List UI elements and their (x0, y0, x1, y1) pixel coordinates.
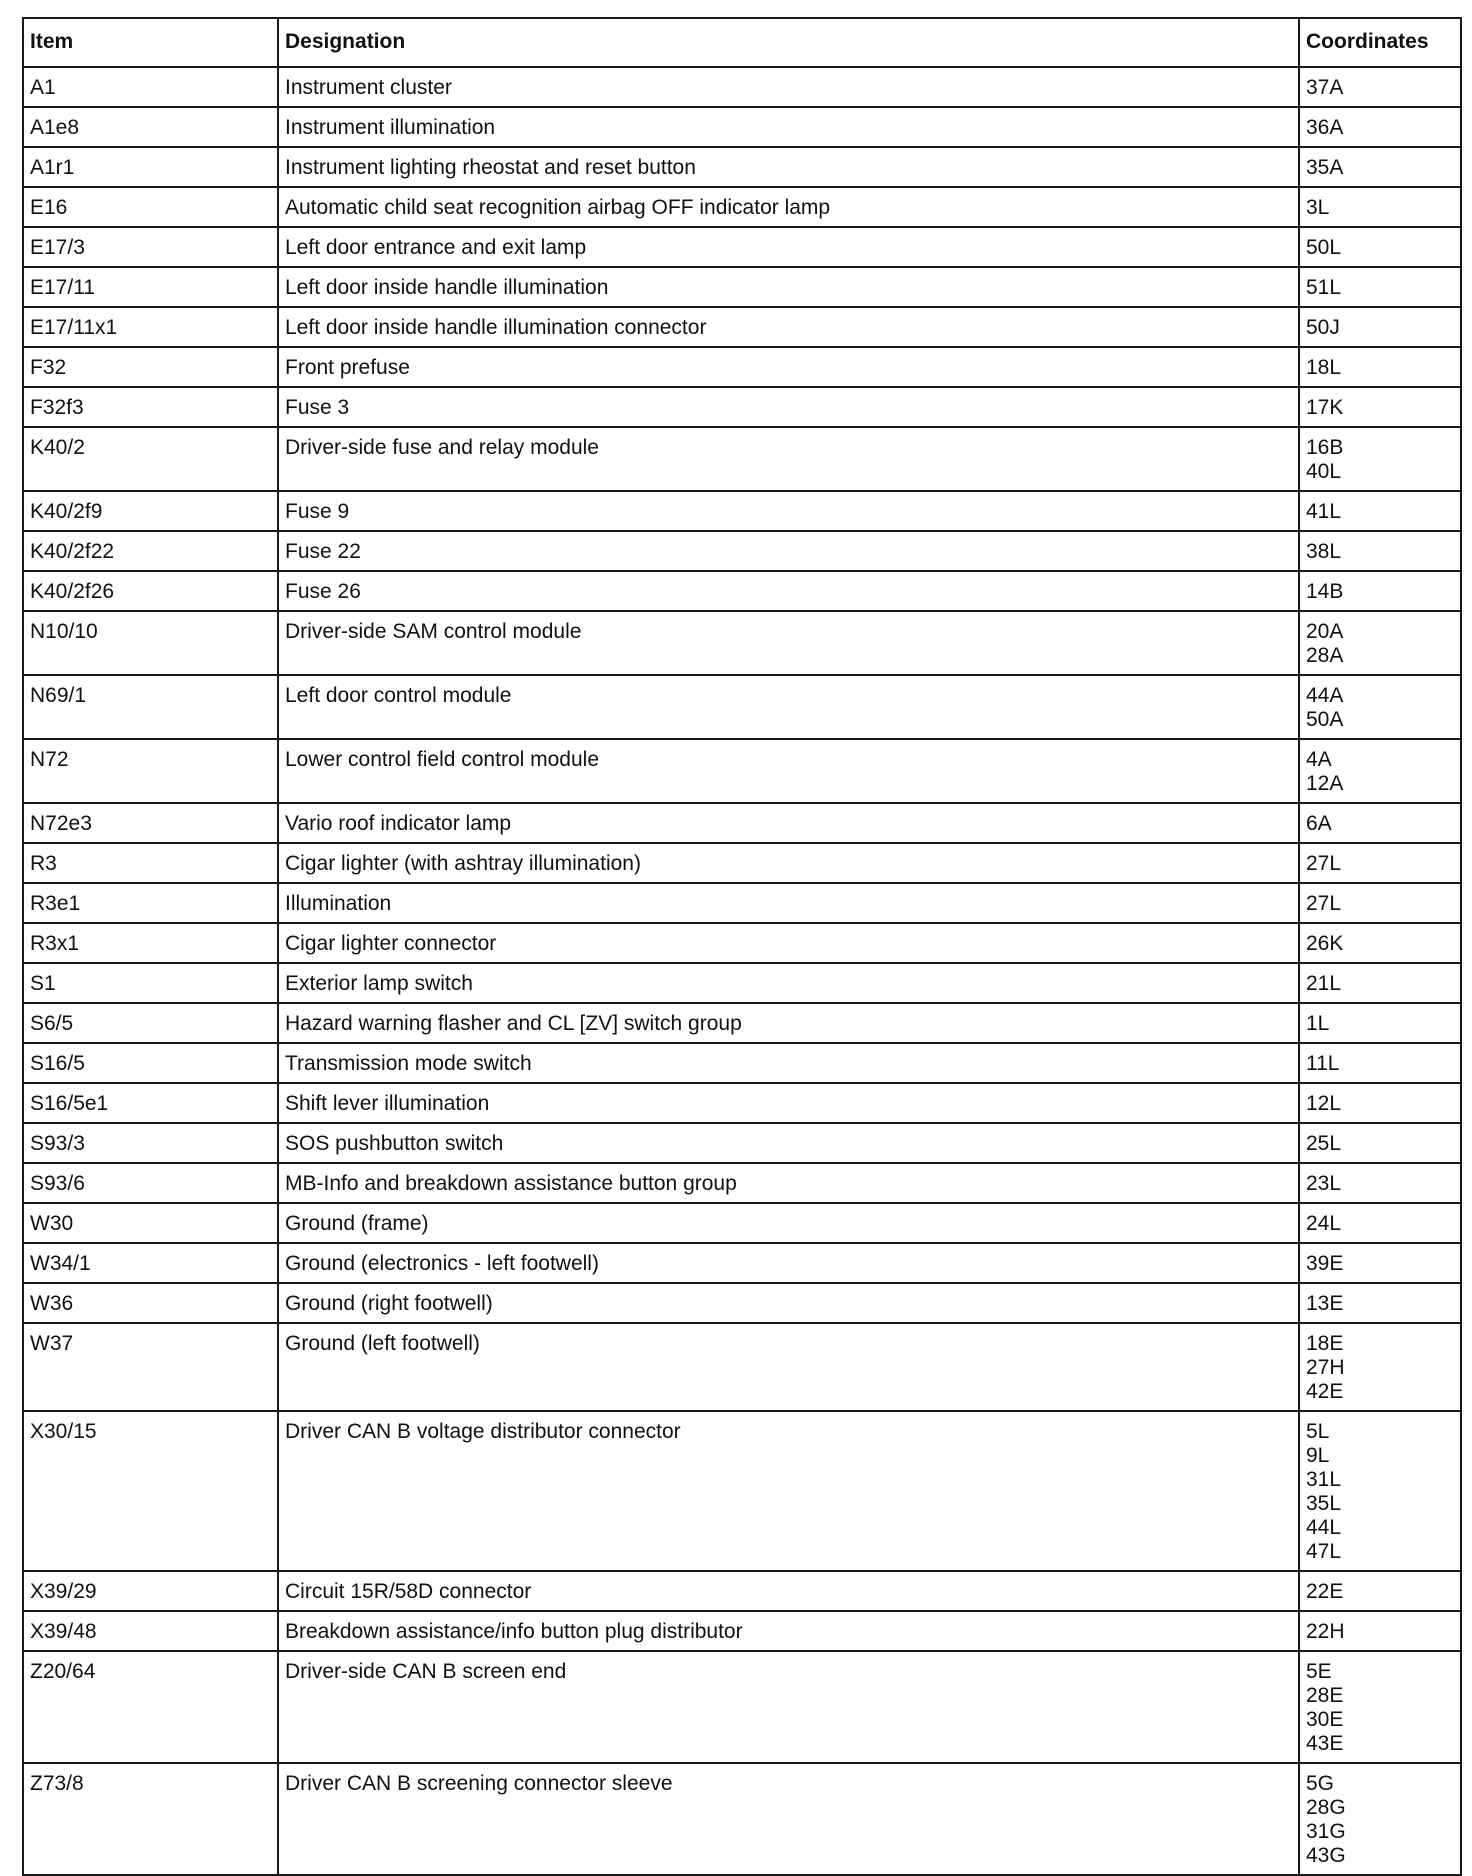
coordinate-value: 47L (1306, 1540, 1342, 1563)
coordinates-cell (1299, 1571, 1461, 1611)
coordinates-cell (1299, 1411, 1461, 1571)
item-cell: Z73/8 (23, 1763, 278, 1875)
designation-cell: Breakdown assistance/info button plug distributor (278, 1611, 1299, 1651)
table-row (23, 1571, 1461, 1611)
coordinates-cell (1299, 267, 1461, 307)
coordinates-cell (1299, 147, 1461, 187)
item-cell: E17/3 (23, 227, 278, 267)
table-row (23, 227, 1461, 267)
designation-cell: Front prefuse (278, 347, 1299, 387)
coordinate-value: 12A (1306, 772, 1344, 795)
coordinates-cell (1299, 1203, 1461, 1243)
coordinates-cell (1299, 1003, 1461, 1043)
item-cell: X39/29 (23, 1571, 278, 1611)
designation-cell: Hazard warning flasher and CL [ZV] switch group (278, 1003, 1299, 1043)
coordinates-cell (1299, 843, 1461, 883)
item-cell: A1e8 (23, 107, 278, 147)
designation-cell: Fuse 26 (278, 571, 1299, 611)
column-header-coordinates: Coordinates (1299, 18, 1461, 67)
item-cell: S1 (23, 963, 278, 1003)
table-row (23, 147, 1461, 187)
table-row (23, 571, 1461, 611)
coordinate-value: 43E (1306, 1732, 1344, 1755)
designation-cell: Driver-side CAN B screen end (278, 1651, 1299, 1763)
coordinate-value: 50J (1306, 316, 1340, 339)
designation-cell: Exterior lamp switch (278, 963, 1299, 1003)
designation-cell: Driver-side SAM control module (278, 611, 1299, 675)
coordinates-cell (1299, 963, 1461, 1003)
table-row (23, 1763, 1461, 1875)
item-cell: K40/2f22 (23, 531, 278, 571)
coordinate-value: 4A (1306, 748, 1332, 771)
item-cell: A1 (23, 67, 278, 107)
item-cell: A1r1 (23, 147, 278, 187)
table-header-row (23, 18, 1461, 67)
designation-cell: Left door control module (278, 675, 1299, 739)
table-body (23, 67, 1461, 1875)
table-row (23, 427, 1461, 491)
coordinate-value: 9L (1306, 1444, 1330, 1467)
designation-cell: Driver CAN B screening connector sleeve (278, 1763, 1299, 1875)
item-cell: N72 (23, 739, 278, 803)
item-cell: S93/3 (23, 1123, 278, 1163)
table-row (23, 107, 1461, 147)
item-cell: S16/5e1 (23, 1083, 278, 1123)
designation-cell: Ground (right footwell) (278, 1283, 1299, 1323)
coordinates-cell (1299, 1243, 1461, 1283)
coordinate-value: 42E (1306, 1380, 1344, 1403)
coordinates-cell (1299, 1283, 1461, 1323)
coordinate-value: 41L (1306, 500, 1342, 523)
component-legend-table (22, 17, 1462, 1876)
coordinate-value: 35A (1306, 156, 1344, 179)
coordinate-value: 25L (1306, 1132, 1342, 1155)
designation-cell: Left door entrance and exit lamp (278, 227, 1299, 267)
coordinate-value: 37A (1306, 76, 1344, 99)
coordinate-value: 27L (1306, 852, 1342, 875)
coordinate-value: 14B (1306, 580, 1344, 603)
designation-cell: Circuit 15R/58D connector (278, 1571, 1299, 1611)
coordinate-value: 27L (1306, 892, 1342, 915)
item-cell: N69/1 (23, 675, 278, 739)
designation-cell: Cigar lighter connector (278, 923, 1299, 963)
designation-cell: Transmission mode switch (278, 1043, 1299, 1083)
table-row (23, 1083, 1461, 1123)
item-cell: R3 (23, 843, 278, 883)
coordinate-value: 5L (1306, 1420, 1330, 1443)
table-row (23, 675, 1461, 739)
table-row (23, 531, 1461, 571)
coordinate-value: 44L (1306, 1516, 1342, 1539)
coordinates-cell (1299, 107, 1461, 147)
coordinate-value: 39E (1306, 1252, 1344, 1275)
coordinate-value: 30E (1306, 1708, 1344, 1731)
coordinates-cell (1299, 227, 1461, 267)
item-cell: K40/2f26 (23, 571, 278, 611)
designation-cell: Ground (frame) (278, 1203, 1299, 1243)
coordinates-cell (1299, 187, 1461, 227)
coordinates-cell (1299, 427, 1461, 491)
table-row (23, 1123, 1461, 1163)
coordinate-value: 5E (1306, 1660, 1332, 1683)
table-row (23, 1411, 1461, 1571)
designation-cell: Left door inside handle illumination connector (278, 307, 1299, 347)
table-row (23, 739, 1461, 803)
item-cell: X39/48 (23, 1611, 278, 1651)
item-cell: E16 (23, 187, 278, 227)
table-row (23, 491, 1461, 531)
designation-cell: Instrument illumination (278, 107, 1299, 147)
coordinate-value: 16B (1306, 436, 1344, 459)
coordinates-cell (1299, 803, 1461, 843)
item-cell: X30/15 (23, 1411, 278, 1571)
table-row (23, 67, 1461, 107)
item-cell: W30 (23, 1203, 278, 1243)
coordinates-cell (1299, 1651, 1461, 1763)
item-cell: S6/5 (23, 1003, 278, 1043)
coordinate-value: 26K (1306, 932, 1344, 955)
coordinates-cell (1299, 1323, 1461, 1411)
item-cell: Z20/64 (23, 1651, 278, 1763)
item-cell: S16/5 (23, 1043, 278, 1083)
item-cell: N72e3 (23, 803, 278, 843)
item-cell: W34/1 (23, 1243, 278, 1283)
item-cell: W36 (23, 1283, 278, 1323)
table-row (23, 1163, 1461, 1203)
coordinate-value: 12L (1306, 1092, 1342, 1115)
table-row (23, 267, 1461, 307)
table-row (23, 187, 1461, 227)
coordinates-cell (1299, 611, 1461, 675)
table-row (23, 1003, 1461, 1043)
coordinate-value: 6A (1306, 812, 1332, 835)
item-cell: K40/2f9 (23, 491, 278, 531)
coordinate-value: 18E (1306, 1332, 1344, 1355)
coordinate-value: 27H (1306, 1356, 1345, 1379)
designation-cell: Driver CAN B voltage distributor connector (278, 1411, 1299, 1571)
coordinate-value: 20A (1306, 620, 1344, 643)
table-row (23, 1203, 1461, 1243)
designation-cell: SOS pushbutton switch (278, 1123, 1299, 1163)
coordinate-value: 51L (1306, 276, 1342, 299)
item-cell: F32f3 (23, 387, 278, 427)
table-row (23, 843, 1461, 883)
coordinate-value: 1L (1306, 1012, 1330, 1035)
coordinates-cell (1299, 67, 1461, 107)
coordinate-value: 11L (1306, 1052, 1340, 1075)
designation-cell: Driver-side fuse and relay module (278, 427, 1299, 491)
designation-cell: Fuse 3 (278, 387, 1299, 427)
coordinate-value: 38L (1306, 540, 1342, 563)
coordinate-value: 36A (1306, 116, 1344, 139)
coordinate-value: 31L (1306, 1468, 1342, 1491)
coordinates-cell (1299, 307, 1461, 347)
coordinate-value: 24L (1306, 1212, 1342, 1235)
item-cell: K40/2 (23, 427, 278, 491)
column-header-designation: Designation (278, 18, 1299, 67)
coordinate-value: 28E (1306, 1684, 1344, 1707)
item-cell: R3e1 (23, 883, 278, 923)
coordinates-cell (1299, 675, 1461, 739)
designation-cell: MB-Info and breakdown assistance button group (278, 1163, 1299, 1203)
designation-cell: Lower control field control module (278, 739, 1299, 803)
coordinate-value: 22H (1306, 1620, 1345, 1643)
designation-cell: Vario roof indicator lamp (278, 803, 1299, 843)
table-row (23, 1323, 1461, 1411)
coordinate-value: 31G (1306, 1820, 1346, 1843)
table-row (23, 883, 1461, 923)
coordinate-value: 43G (1306, 1844, 1346, 1867)
coordinates-cell (1299, 1163, 1461, 1203)
designation-cell: Ground (left footwell) (278, 1323, 1299, 1411)
designation-cell: Instrument lighting rheostat and reset button (278, 147, 1299, 187)
coordinate-value: 13E (1306, 1292, 1344, 1315)
coordinate-value: 50A (1306, 708, 1344, 731)
table-row (23, 1243, 1461, 1283)
table-row (23, 803, 1461, 843)
component-legend-document (22, 17, 1460, 1876)
item-cell: S93/6 (23, 1163, 278, 1203)
table-row (23, 1651, 1461, 1763)
coordinate-value: 50L (1306, 236, 1342, 259)
item-cell: W37 (23, 1323, 278, 1411)
coordinate-value: 18L (1306, 356, 1342, 379)
designation-cell: Fuse 22 (278, 531, 1299, 571)
coordinate-value: 23L (1306, 1172, 1342, 1195)
coordinates-cell (1299, 883, 1461, 923)
designation-cell: Left door inside handle illumination (278, 267, 1299, 307)
table-row (23, 307, 1461, 347)
coordinates-cell (1299, 1763, 1461, 1875)
coordinate-value: 35L (1306, 1492, 1342, 1515)
coordinate-value: 21L (1306, 972, 1342, 995)
designation-cell: Instrument cluster (278, 67, 1299, 107)
table-row (23, 1283, 1461, 1323)
coordinates-cell (1299, 491, 1461, 531)
column-header-item: Item (23, 18, 278, 67)
coordinate-value: 5G (1306, 1772, 1335, 1795)
designation-cell: Automatic child seat recognition airbag OFF indicator lamp (278, 187, 1299, 227)
item-cell: R3x1 (23, 923, 278, 963)
table-row (23, 611, 1461, 675)
coordinates-cell (1299, 923, 1461, 963)
table-row (23, 347, 1461, 387)
table-row (23, 1611, 1461, 1651)
coordinates-cell (1299, 1123, 1461, 1163)
table-row (23, 387, 1461, 427)
designation-cell: Ground (electronics - left footwell) (278, 1243, 1299, 1283)
coordinate-value: 28G (1306, 1796, 1346, 1819)
coordinate-value: 40L (1306, 460, 1342, 483)
designation-cell: Illumination (278, 883, 1299, 923)
coordinate-value: 3L (1306, 196, 1330, 219)
item-cell: F32 (23, 347, 278, 387)
table-row (23, 1043, 1461, 1083)
item-cell: N10/10 (23, 611, 278, 675)
table-row (23, 923, 1461, 963)
item-cell: E17/11x1 (23, 307, 278, 347)
coordinates-cell (1299, 1611, 1461, 1651)
coordinate-value: 28A (1306, 644, 1344, 667)
coordinate-value: 22E (1306, 1580, 1344, 1603)
coordinates-cell (1299, 347, 1461, 387)
coordinates-cell (1299, 571, 1461, 611)
item-cell: E17/11 (23, 267, 278, 307)
coordinates-cell (1299, 531, 1461, 571)
designation-cell: Cigar lighter (with ashtray illumination) (278, 843, 1299, 883)
coordinate-value: 17K (1306, 396, 1344, 419)
coordinates-cell (1299, 1043, 1461, 1083)
coordinates-cell (1299, 387, 1461, 427)
table-row (23, 963, 1461, 1003)
coordinate-value: 44A (1306, 684, 1344, 707)
coordinates-cell (1299, 739, 1461, 803)
coordinates-cell (1299, 1083, 1461, 1123)
designation-cell: Shift lever illumination (278, 1083, 1299, 1123)
designation-cell: Fuse 9 (278, 491, 1299, 531)
